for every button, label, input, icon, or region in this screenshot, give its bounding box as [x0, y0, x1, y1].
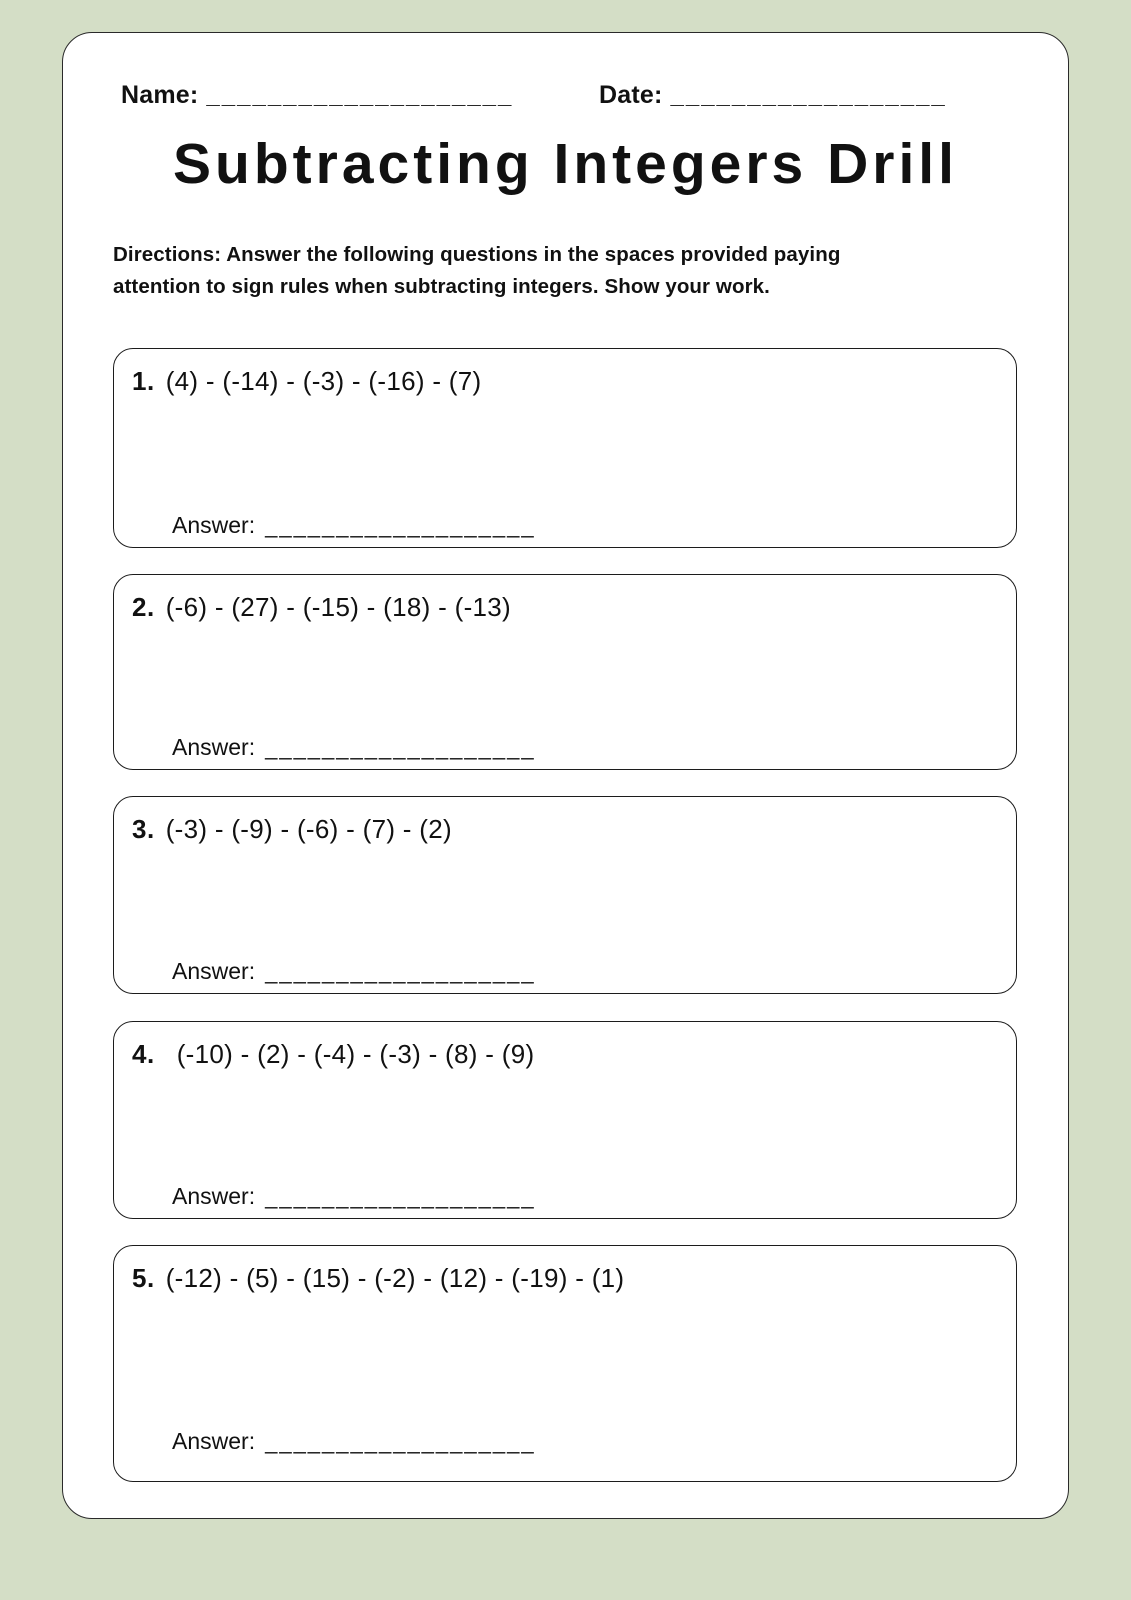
name-label: Name:	[121, 81, 199, 109]
answer-blank-line[interactable]: ___________________	[265, 513, 536, 538]
name-field	[121, 81, 513, 110]
name-blank-line[interactable]: ____________________	[206, 82, 514, 109]
answer-blank-line[interactable]: ___________________	[265, 1184, 536, 1209]
question-number: 5.	[132, 1263, 155, 1293]
directions-text	[113, 239, 973, 303]
question-line	[114, 1246, 1016, 1294]
question-expression: (-12) - (5) - (15) - (-2) - (12) - (-19) - (1)	[165, 1263, 625, 1293]
question-number: 3.	[132, 814, 155, 844]
answer-row	[172, 958, 536, 985]
answer-row	[172, 512, 536, 539]
question-number: 1.	[132, 366, 155, 396]
question-box-3	[113, 796, 1017, 994]
answer-blank-line[interactable]: ___________________	[265, 735, 536, 760]
question-list	[113, 348, 1017, 1482]
page-title: Subtracting Integers Drill	[173, 132, 958, 196]
question-box-1	[113, 348, 1017, 548]
question-line	[114, 797, 1016, 845]
directions-line-1: Directions: Answer the following questions in the spaces provided paying	[113, 243, 841, 266]
question-expression: (4) - (-14) - (-3) - (-16) - (7)	[165, 366, 482, 396]
date-field	[599, 81, 947, 110]
date-blank-line[interactable]: __________________	[670, 82, 947, 109]
question-box-2	[113, 574, 1017, 770]
question-expression: (-10) - (2) - (-4) - (-3) - (8) - (9)	[176, 1039, 535, 1069]
answer-label: Answer:	[172, 958, 256, 984]
question-line	[114, 349, 1016, 397]
answer-label: Answer:	[172, 1183, 256, 1209]
answer-label: Answer:	[172, 1428, 256, 1454]
answer-label: Answer:	[172, 734, 256, 760]
worksheet-page	[62, 32, 1069, 1519]
answer-row	[172, 1428, 536, 1455]
answer-row	[172, 1183, 536, 1210]
answer-blank-line[interactable]: ___________________	[265, 959, 536, 984]
date-label: Date:	[599, 81, 663, 109]
answer-label: Answer:	[172, 512, 256, 538]
question-line	[114, 575, 1016, 623]
question-expression: (-6) - (27) - (-15) - (18) - (-13)	[165, 592, 512, 622]
name-date-row	[121, 81, 1010, 110]
question-line	[114, 1022, 1016, 1070]
question-number: 2.	[132, 592, 155, 622]
question-expression: (-3) - (-9) - (-6) - (7) - (2)	[165, 814, 452, 844]
answer-blank-line[interactable]: ___________________	[265, 1429, 536, 1454]
question-number: 4.	[132, 1039, 155, 1069]
directions-line-2: attention to sign rules when subtracting integers. Show your work.	[113, 274, 770, 298]
answer-row	[172, 734, 536, 761]
question-box-4	[113, 1021, 1017, 1219]
question-box-5	[113, 1245, 1017, 1482]
